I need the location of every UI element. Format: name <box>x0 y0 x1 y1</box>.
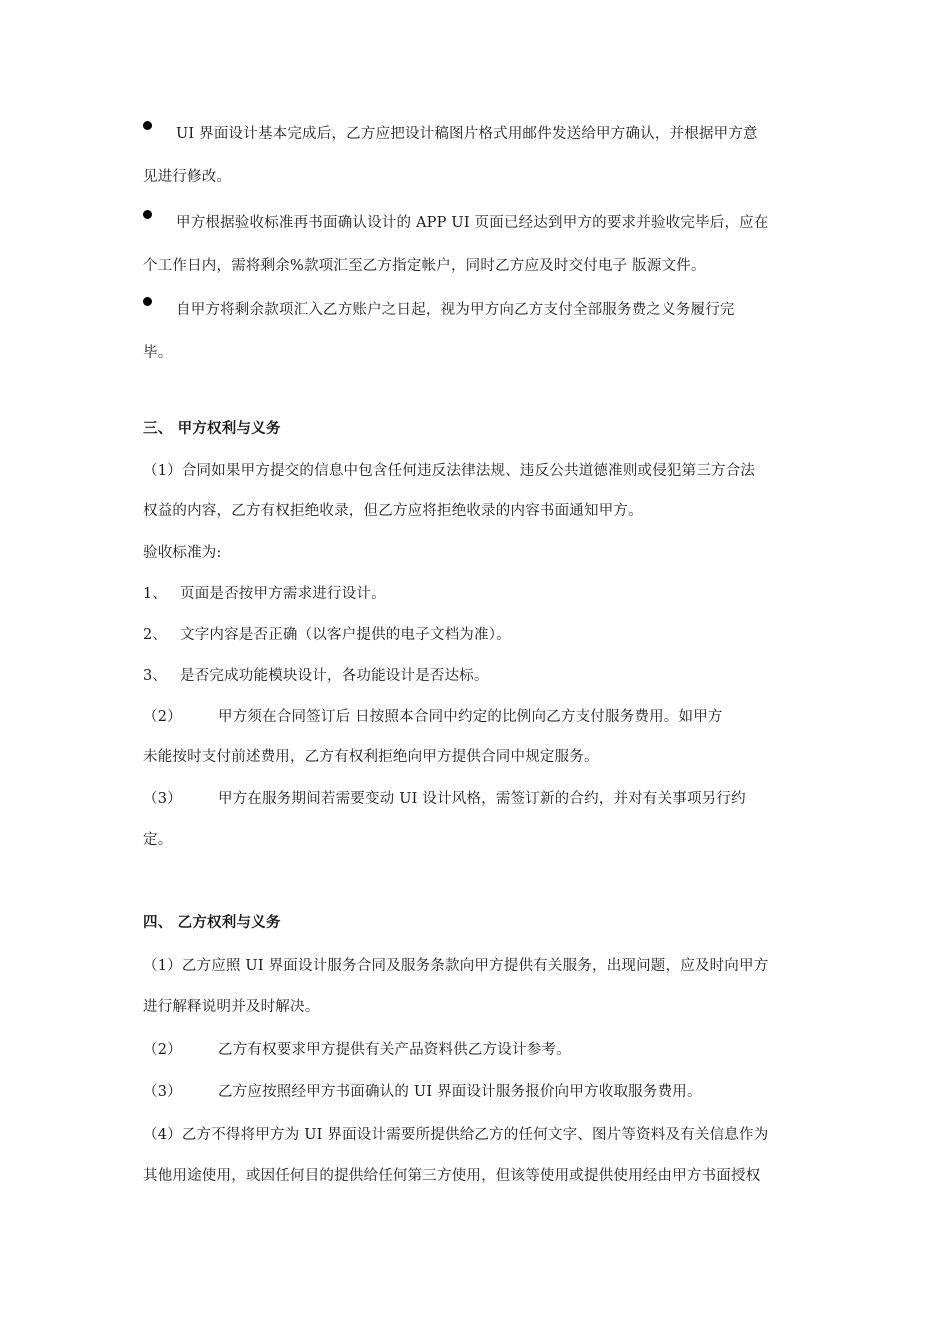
criteria-item-number: 2、 <box>143 627 168 643</box>
section-3-p2-line-2: 未能按时支付前述费用，乙方有权利拒绝向甲方提供合同中规定服务。 <box>143 749 599 765</box>
section-4-p3-number: （3） <box>143 1084 182 1100</box>
criteria-item-number: 3、 <box>143 668 168 684</box>
bullet-2-line-1: 甲方根据验收标准再书面确认设计的 APP UI 页面已经达到甲方的要求并验收完毕后，应在 <box>176 215 769 231</box>
section-3-heading: 三、 甲方权利与义务 <box>143 420 281 437</box>
criteria-item-1-text: 页面是否按甲方需求进行设计。 <box>180 586 386 602</box>
section-4-p4-line-1: （4）乙方不得将甲方为 UI 界面设计需要所提供给乙方的任何文字、图片等资料及有关信息作为 <box>143 1127 769 1143</box>
bullet-3-line-2: 毕。 <box>143 345 173 361</box>
bullet-1-line-1: UI 界面设计基本完成后，乙方应把设计稿图片格式用邮件发送给甲方确认，并根据甲方意 <box>176 126 758 142</box>
section-4-p4-line-2: 其他用途使用，或因任何目的提供给任何第三方使用，但该等使用或提供使用经由甲方书面授权 <box>143 1168 761 1184</box>
section-4-p2-number: （2） <box>143 1042 182 1058</box>
bullet-dot-icon <box>143 121 152 130</box>
section-4-p3-text: 乙方应按照经甲方书面确认的 UI 界面设计服务报价向甲方收取服务费用。 <box>218 1084 702 1100</box>
bullet-dot-icon <box>143 210 152 219</box>
criteria-item-3-text: 是否完成功能模块设计，各功能设计是否达标。 <box>180 668 489 684</box>
section-3-p1-line-2: 权益的内容，乙方有权拒绝收录，但乙方应将拒绝收录的内容书面通知甲方。 <box>143 503 643 519</box>
section-3-p1-line-1: （1）合同如果甲方提交的信息中包含任何违反法律法规、违反公共道德准则或侵犯第三方合法 <box>143 463 756 479</box>
criteria-title: 验收标准为: <box>143 545 222 561</box>
section-4-p2-text: 乙方有权要求甲方提供有关产品资料供乙方设计参考。 <box>218 1042 571 1058</box>
criteria-item-number: 1、 <box>143 586 168 602</box>
bullet-1-line-2: 见进行修改。 <box>143 169 232 185</box>
bullet-2-line-2: 个工作日内，需将剩余%款项汇至乙方指定帐户，同时乙方应及时交付电子 版源文件。 <box>143 258 706 274</box>
section-3-p3-number: （3） <box>143 791 182 807</box>
section-3-p3-line-2: 定。 <box>143 832 173 848</box>
criteria-item-2 <box>143 625 167 645</box>
criteria-item-2-text: 文字内容是否正确（以客户提供的电子文档为准）。 <box>180 627 511 643</box>
section-3-p2-line-1: 甲方须在合同签订后 日按照本合同中约定的比例向乙方支付服务费用。如甲方 <box>218 709 723 725</box>
section-3-p2-number: （2） <box>143 709 182 725</box>
section-3-p3-line-1: 甲方在服务期间若需要变动 UI 设计风格，需签订新的合约，并对有关事项另行约 <box>218 791 746 807</box>
bullet-3-line-1: 自甲方将剩余款项汇入乙方账户之日起，视为甲方向乙方支付全部服务费之义务履行完 <box>176 302 735 318</box>
section-4-heading: 四、 乙方权利与义务 <box>143 914 281 931</box>
section-4-p1-line-1: （1）乙方应照 UI 界面设计服务合同及服务条款向甲方提供有关服务，出现问题，应及时向甲方 <box>143 958 769 974</box>
criteria-item-1 <box>143 584 167 604</box>
section-4-p1-line-2: 进行解释说明并及时解决。 <box>143 999 320 1015</box>
bullet-dot-icon <box>143 297 152 306</box>
criteria-item-3 <box>143 666 167 686</box>
